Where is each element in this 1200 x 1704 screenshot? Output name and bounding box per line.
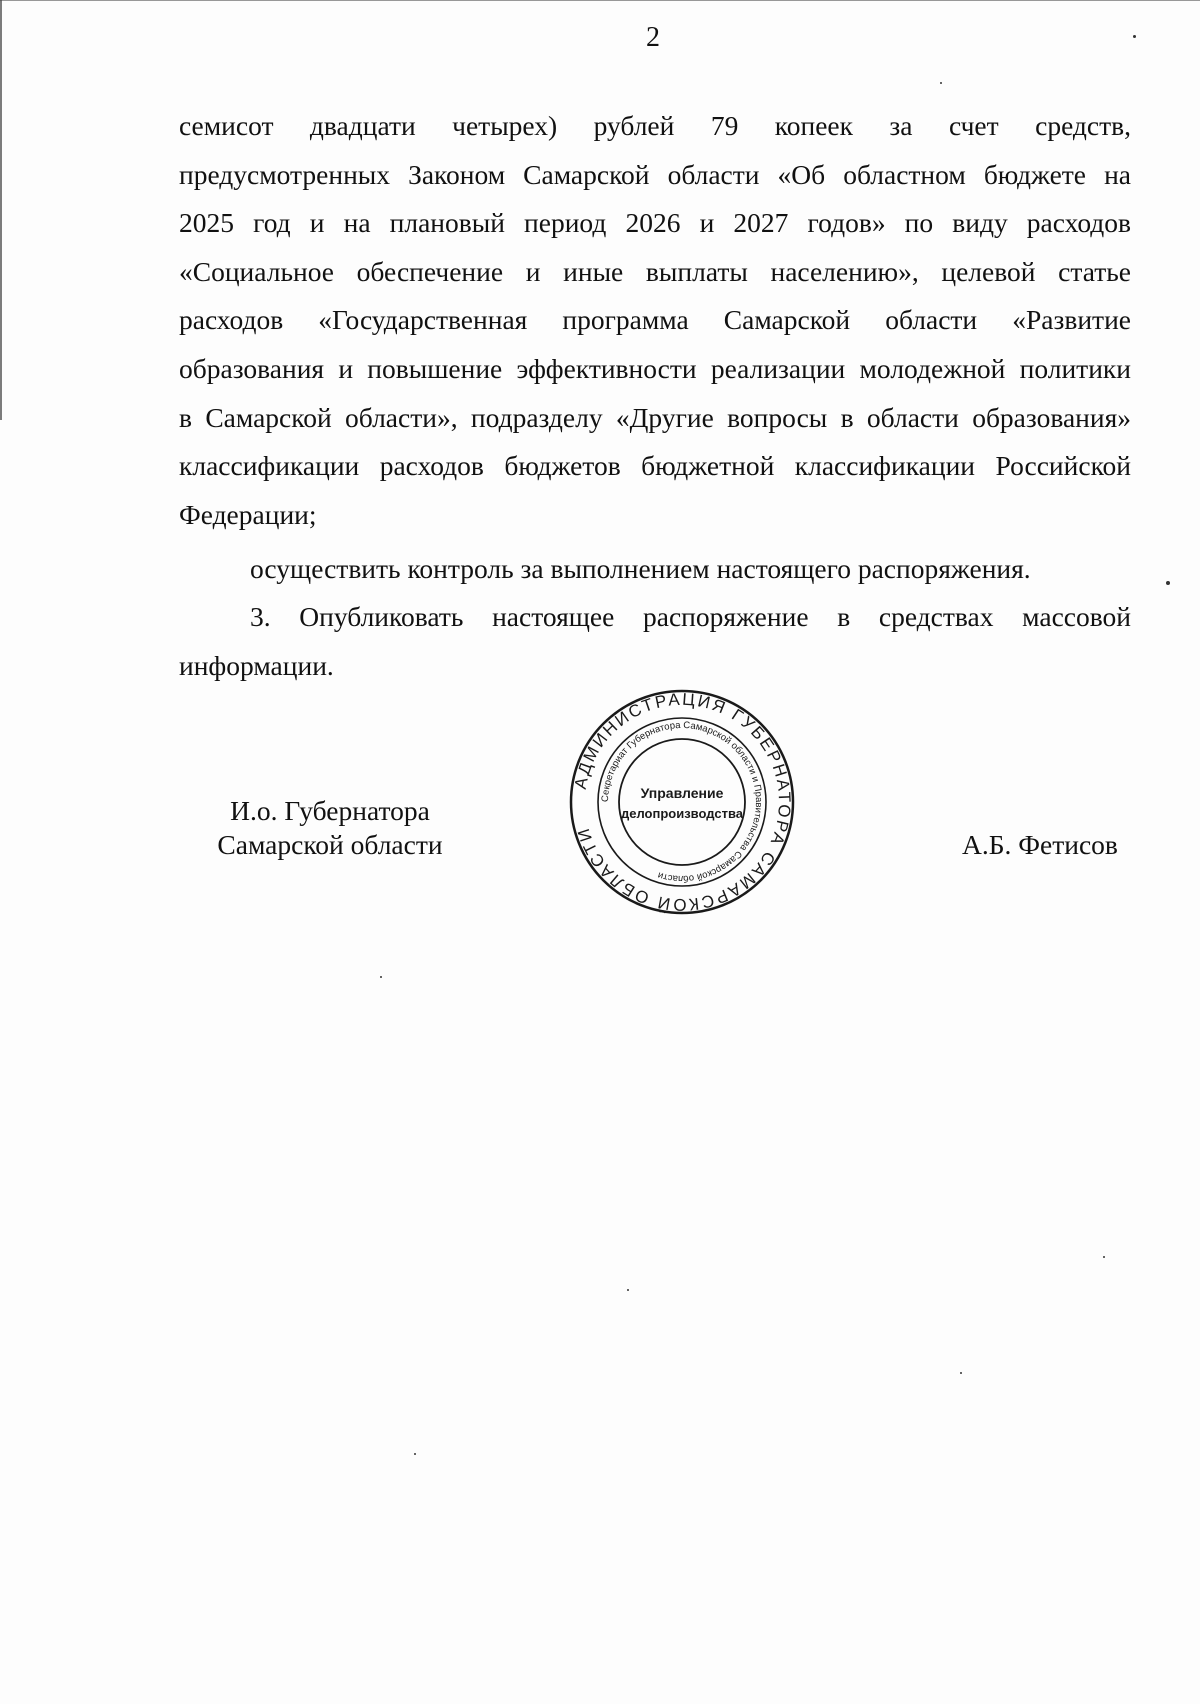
signatory-name: А.Б. Фетисов bbox=[962, 829, 1118, 860]
page-number: 2 bbox=[646, 22, 660, 53]
seal-outer-text: АДМИНИСТРАЦИЯ ГУБЕРНАТОРА САМАРСКОЙ ОБЛАСТИ bbox=[570, 689, 795, 915]
scan-speck bbox=[1166, 581, 1170, 585]
paragraph-line: классификации расходов бюджетов бюджетной классификации Российской bbox=[179, 450, 1131, 482]
scan-edge-top bbox=[0, 0, 1200, 1]
paragraph-line: «Социальное обеспечение и иные выплаты населению», целевой статье bbox=[179, 255, 1131, 287]
scan-speck bbox=[1103, 1256, 1105, 1258]
scan-speck bbox=[960, 1372, 962, 1374]
scan-speck bbox=[380, 976, 382, 978]
signatory-position bbox=[200, 794, 460, 862]
seal-center-line: делопроизводства bbox=[620, 806, 744, 821]
publish-line: 3. Опубликовать настоящее распоряжение в средствах массовой bbox=[250, 601, 1131, 632]
paragraph-line: Федерации; bbox=[179, 498, 317, 530]
signatory-position-line: И.о. Губернатора bbox=[230, 795, 430, 826]
paragraph-line: образования и повышение эффективности реализации молодежной политики bbox=[179, 352, 1131, 384]
publish-line: информации. bbox=[179, 649, 334, 681]
control-line: осуществить контроль за выполнением настоящего распоряжения. bbox=[250, 553, 1031, 584]
paragraph-line: в Самарской области», подразделу «Другие вопросы в области образования» bbox=[179, 401, 1131, 433]
scan-edge-left bbox=[0, 0, 2, 420]
seal-center-line: Управление bbox=[640, 785, 724, 801]
scan-speck bbox=[414, 1453, 416, 1455]
paragraph-line: расходов «Государственная программа Самарской области «Развитие bbox=[179, 304, 1131, 336]
paragraph-line: семисот двадцати четырех) рублей 79 копеек за счет средств, bbox=[179, 110, 1131, 141]
scan-speck bbox=[940, 82, 942, 84]
paragraph-publish bbox=[179, 593, 1131, 690]
paragraph-line: предусмотренных Законом Самарской области «Об областном бюджете на bbox=[179, 158, 1131, 190]
paragraph-budget bbox=[179, 102, 1131, 539]
paragraph-control bbox=[179, 545, 1131, 594]
scan-speck bbox=[627, 1289, 629, 1291]
paragraph-line: 2025 год и на плановый период 2026 и 2027 годов» по виду расходов bbox=[179, 207, 1131, 239]
scan-speck bbox=[1133, 35, 1136, 38]
seal-inner-text: Секретариат Губернатора Самарской области и Правительства Самарской области bbox=[599, 719, 765, 885]
official-seal bbox=[566, 686, 798, 918]
signatory-position-line: Самарской области bbox=[217, 829, 443, 860]
